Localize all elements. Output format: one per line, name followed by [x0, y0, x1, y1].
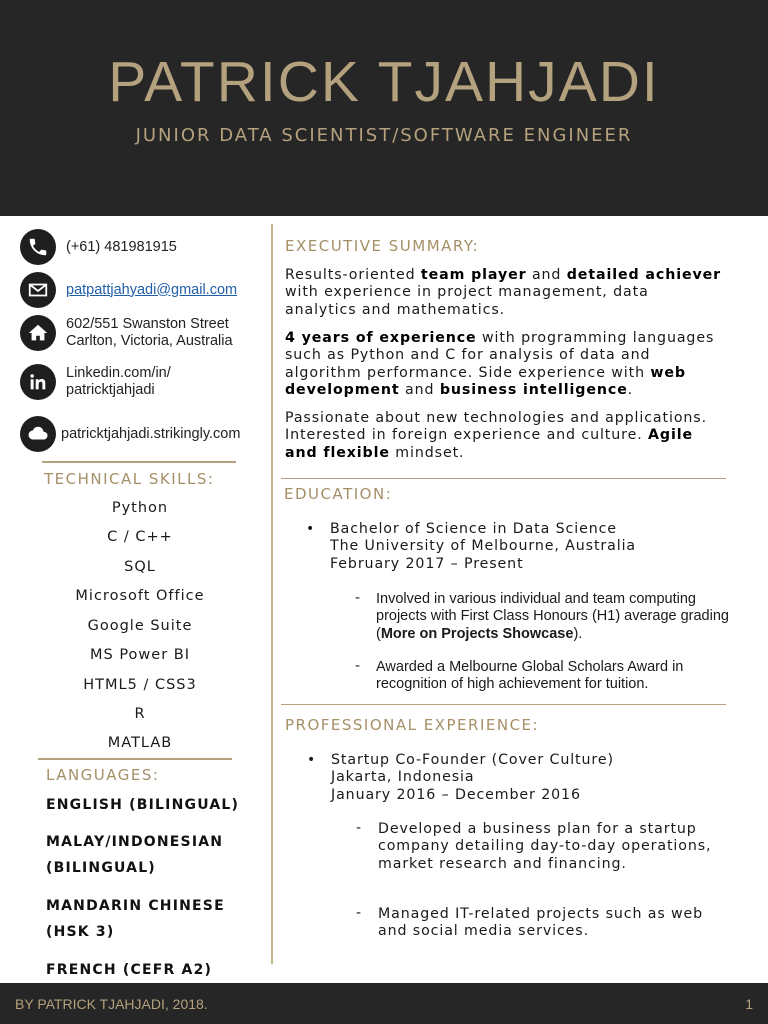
- summary-paragraph-3: Passionate about new technologies and applications. Interested in foreign experience and culture. Agile and flexible mindset.: [285, 410, 707, 461]
- contact-linkedin-row: [20, 364, 171, 400]
- contact-address-row: [20, 315, 233, 351]
- linkedin-url[interactable]: [66, 365, 171, 399]
- job-role: Startup Co-Founder (Cover Culture): [331, 752, 614, 768]
- skills-heading: TECHNICAL SKILLS:: [44, 470, 215, 488]
- job-location: Jakarta, Indonesia: [331, 769, 475, 786]
- summary-divider: [281, 478, 726, 479]
- email-link[interactable]: patpattjahyadi@gmail.com: [66, 281, 238, 298]
- experience-detail-2: Managed IT-related projects such as web and social media services.: [378, 906, 704, 940]
- language-name: ENGLISH (BILINGUAL): [46, 797, 240, 813]
- education-divider: [281, 704, 726, 705]
- education-detail-1: Involved in various individual and team computing projects with First Class Honours (H1) average grading (More on Projects Showcase).: [376, 591, 729, 642]
- skill-item: MATLAB: [107, 735, 173, 751]
- column-divider: [271, 224, 273, 964]
- education-dates: February 2017 – Present: [330, 555, 524, 572]
- footer-credit: BY PATRICK TJAHJADI, 2018.: [15, 996, 208, 1012]
- language-name: MALAY/INDONESIAN: [46, 834, 224, 850]
- language-name: MANDARIN CHINESE: [46, 898, 225, 914]
- home-icon: [20, 315, 56, 351]
- address: [66, 316, 233, 350]
- summary-paragraph-2: 4 years of experience with programming languages such as Python and C for analysis of data and algorithm performance. Side experience with web development and business intelligence.: [285, 330, 715, 398]
- skill-item: Google Suite: [87, 618, 193, 634]
- language-item: [46, 957, 266, 983]
- linkedin-line-1: Linkedin.com/in/: [66, 365, 171, 381]
- education-entry: [330, 521, 730, 573]
- skill-item: Microsoft Office: [75, 588, 205, 604]
- phone-number: (+61) 481981915: [66, 238, 177, 255]
- linkedin-line-2: patricktjahjadi: [66, 382, 155, 398]
- resume-header: [0, 0, 768, 216]
- bullet-marker: •: [307, 752, 316, 768]
- skills-divider: [42, 461, 236, 463]
- language-name: FRENCH (CEFR A2): [46, 962, 213, 978]
- contact-phone-row: [20, 229, 177, 265]
- contact-website-row: [20, 416, 240, 452]
- language-level: (HSK 3): [46, 924, 115, 940]
- language-level: (BILINGUAL): [46, 860, 156, 876]
- dash-marker: -: [356, 905, 362, 921]
- skill-item: HTML5 / CSS3: [83, 677, 197, 693]
- page-number: 1: [745, 996, 753, 1012]
- experience-entry: [331, 752, 731, 804]
- experience-detail-1: Developed a business plan for a startup company detailing day-to-day operations, market research and financing.: [378, 821, 712, 872]
- bullet-marker: •: [306, 521, 315, 537]
- languages-divider: [38, 758, 232, 760]
- skill-item: C / C++: [107, 529, 173, 545]
- summary-paragraph-1: Results-oriented team player and detailed achiever with experience in project management, data analytics and mathematics.: [285, 267, 722, 318]
- job-dates: January 2016 – December 2016: [331, 786, 581, 803]
- experience-heading: PROFESSIONAL EXPERIENCE:: [285, 716, 540, 734]
- address-line-2: Carlton, Victoria, Australia: [66, 333, 233, 349]
- page-footer: [0, 983, 768, 1024]
- language-item: [46, 893, 266, 945]
- skill-item: Python: [111, 500, 169, 516]
- dash-marker: -: [356, 820, 362, 836]
- linkedin-icon: [20, 364, 56, 400]
- phone-icon: [20, 229, 56, 265]
- mail-icon: [20, 272, 56, 308]
- education-detail-2: Awarded a Melbourne Global Scholars Award in recognition of high achievement for tuition.: [376, 659, 684, 693]
- language-item: [46, 792, 266, 818]
- cloud-icon: [20, 416, 56, 452]
- dash-marker: -: [355, 590, 361, 606]
- summary-heading: EXECUTIVE SUMMARY:: [285, 237, 480, 255]
- degree: Bachelor of Science in Data Science: [330, 521, 617, 537]
- dash-marker: -: [355, 658, 361, 674]
- address-line-1: 602/551 Swanston Street: [66, 316, 229, 332]
- language-item: [46, 829, 266, 881]
- languages-heading: LANGUAGES:: [46, 766, 160, 784]
- school: The University of Melbourne, Australia: [330, 538, 637, 555]
- candidate-name: PATRICK TJAHJADI: [108, 50, 660, 114]
- education-heading: EDUCATION:: [284, 485, 393, 503]
- website-url[interactable]: patricktjahjadi.strikingly.com: [61, 425, 241, 442]
- skill-item: MS Power BI: [90, 647, 190, 663]
- contact-email-row: [20, 272, 237, 308]
- candidate-title: JUNIOR DATA SCIENTIST/SOFTWARE ENGINEER: [135, 125, 633, 146]
- skill-item: SQL: [124, 559, 156, 575]
- skill-item: R: [134, 706, 146, 722]
